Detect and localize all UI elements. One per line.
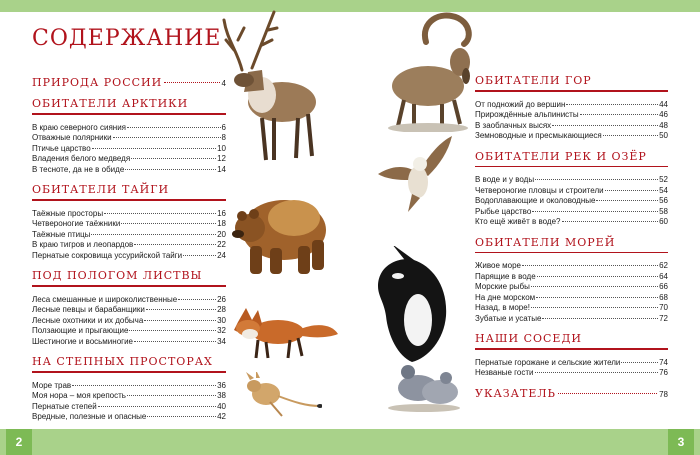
toc-entry[interactable] [32, 305, 226, 316]
dot-leader [596, 200, 658, 201]
section-heading: ОБИТАТЕЛИ РЕК И ОЗЁР [475, 149, 647, 163]
brown-bear-illustration [232, 188, 330, 278]
entry-title: Моя нора – моя крепость [32, 391, 126, 400]
dot-leader [562, 221, 659, 222]
reindeer-illustration [222, 10, 322, 165]
dot-leader [147, 416, 216, 417]
entry-page: 66 [659, 282, 668, 291]
toc-entry[interactable] [475, 303, 668, 314]
dot-leader [125, 169, 216, 170]
entry-page: 20 [217, 229, 226, 239]
toc-section [32, 183, 226, 261]
toc-entry[interactable] [475, 207, 668, 218]
dot-leader [164, 82, 219, 83]
toc-entry[interactable] [32, 219, 226, 230]
toc-entry[interactable] [32, 133, 226, 144]
section-heading-link[interactable] [475, 150, 668, 163]
toc-entry[interactable] [475, 293, 668, 304]
entry-title: Леса смешанные и широколиственные [32, 294, 178, 304]
entry-page: 14 [217, 164, 226, 174]
dot-leader [183, 255, 216, 256]
entry-page: 42 [217, 412, 226, 421]
section-heading: ОБИТАТЕЛИ МОРЕЙ [475, 235, 616, 249]
dot-leader [131, 158, 216, 159]
section-heading: ОБИТАТЕЛИ ГОР [475, 74, 592, 87]
dot-leader [542, 318, 658, 319]
toc-entry[interactable] [32, 144, 226, 155]
dot-leader [531, 286, 658, 287]
toc-entry[interactable] [475, 121, 668, 132]
toc-entry[interactable] [475, 368, 668, 379]
fox-illustration [228, 304, 340, 362]
entry-title: В тесноте, да не в обиде [32, 164, 125, 174]
entry-page: 64 [659, 271, 668, 281]
entry-page: 22 [217, 240, 226, 249]
toc-section [475, 332, 668, 379]
jerboa-illustration [234, 372, 322, 420]
toc-section [32, 269, 226, 347]
toc-entry[interactable] [475, 261, 668, 272]
toc-section [32, 355, 226, 423]
dot-leader [127, 127, 221, 128]
section-heading: УКАЗАТЕЛЬ [475, 386, 556, 400]
toc-entry[interactable] [475, 100, 668, 111]
dot-leader [621, 362, 658, 363]
section-heading-link[interactable] [475, 332, 668, 345]
toc-section [475, 74, 668, 142]
section-heading: ОБИТАТЕЛИ АРКТИКИ [32, 97, 189, 110]
dot-leader [558, 393, 657, 394]
toc-entry[interactable] [475, 272, 668, 283]
heading-underline [32, 285, 226, 287]
entry-page: 40 [217, 401, 226, 411]
entry-title: Лесные певцы и барабанщики [32, 305, 145, 314]
entry-page: 68 [659, 292, 668, 302]
toc-entry[interactable] [475, 217, 668, 228]
pigeons-illustration [384, 358, 466, 414]
page-title: СОДЕРЖАНИЕ [32, 26, 222, 51]
dot-leader [92, 148, 216, 149]
page-number-right: 3 [668, 429, 694, 455]
entry-title: Лесные охотники и их добыча [32, 315, 144, 325]
toc-entry[interactable] [475, 186, 668, 197]
entry-title: Пернатые степей [32, 401, 97, 411]
entry-title: Водоплавающие и околоводные [475, 196, 596, 205]
heading-underline [475, 348, 668, 350]
toc-entry[interactable] [32, 165, 226, 176]
entry-page: 16 [217, 208, 226, 218]
entry-title: Прирождённые альпинисты [475, 110, 579, 119]
toc-entry[interactable] [32, 230, 226, 241]
toc-entry[interactable] [475, 110, 668, 121]
entry-page: 44 [659, 99, 668, 109]
toc-entry[interactable] [32, 337, 226, 348]
entry-page: 52 [659, 175, 668, 184]
osprey-illustration [374, 134, 458, 218]
toc-entry[interactable] [32, 381, 226, 392]
entry-page: 74 [659, 357, 668, 367]
entry-page: 8 [221, 133, 226, 142]
entry-page: 48 [659, 120, 668, 130]
entry-title: Пернатые горожане и сельские жители [475, 357, 621, 367]
entry-title: Четвероногие пловцы и строители [475, 185, 604, 195]
entry-title: Кто ещё живёт в воде? [475, 217, 561, 226]
entry-page: 6 [221, 122, 226, 132]
dot-leader [178, 299, 216, 300]
toc-section [475, 387, 668, 400]
entry-page: 12 [217, 154, 226, 163]
dot-leader [104, 213, 216, 214]
entry-title: Назад, в море! [475, 303, 530, 312]
entry-page: 10 [217, 143, 226, 153]
entry-page: 54 [659, 185, 668, 195]
heading-underline [475, 166, 668, 168]
dot-leader [127, 395, 216, 396]
entry-title: Таёжные птицы [32, 229, 91, 239]
toc-section [475, 150, 668, 228]
entry-page: 60 [659, 217, 668, 226]
heading-underline [32, 113, 226, 115]
toc-section [32, 97, 226, 175]
ibex-illustration [380, 12, 480, 132]
dot-leader [537, 276, 658, 277]
entry-title: Птичье царство [32, 143, 91, 153]
dot-leader [129, 330, 216, 331]
toc-entry[interactable] [32, 316, 226, 327]
section-page: 78 [659, 389, 668, 399]
section-heading-link[interactable] [32, 76, 226, 89]
entry-page: 70 [659, 303, 668, 312]
entry-page: 50 [659, 131, 668, 140]
toc-entry[interactable] [475, 358, 668, 369]
dot-leader [98, 406, 216, 407]
entry-page: 30 [217, 315, 226, 325]
section-page: 4 [221, 79, 226, 88]
orca-illustration [368, 246, 454, 364]
section-heading-link[interactable] [475, 236, 668, 249]
entry-title: Отважные полярники [32, 133, 112, 142]
top-green-band [0, 0, 700, 12]
entry-title: В воде и у воды [475, 175, 535, 184]
toc-entry[interactable] [32, 251, 226, 262]
heading-underline [32, 199, 226, 201]
dot-leader [552, 125, 658, 126]
bottom-green-band [0, 429, 700, 455]
entry-title: Живое море [475, 261, 521, 270]
section-heading: НАШИ СОСЕДИ [475, 332, 582, 345]
entry-page: 56 [659, 196, 668, 205]
section-heading-link[interactable] [475, 387, 668, 400]
dot-leader [532, 211, 658, 212]
heading-underline [475, 252, 668, 254]
entry-title: Парящие в воде [475, 271, 536, 281]
toc-entry[interactable] [32, 391, 226, 402]
dot-leader [603, 135, 658, 136]
toc-entry[interactable] [475, 196, 668, 207]
entry-title: Пернатые сокровища уссурийской тайги [32, 250, 183, 260]
toc-right-column [475, 74, 668, 408]
dot-leader [522, 265, 658, 266]
entry-page: 24 [217, 250, 226, 260]
toc-entry[interactable] [32, 123, 226, 134]
entry-title: В краю северного сияния [32, 122, 126, 132]
entry-title: Ползающие и прыгающие [32, 326, 129, 335]
entry-page: 58 [659, 206, 668, 216]
section-heading: ОБИТАТЕЛИ ТАЙГИ [32, 183, 170, 196]
entry-page: 28 [217, 305, 226, 314]
entry-title: От подножий до вершин [475, 99, 566, 109]
toc-entry[interactable] [32, 295, 226, 306]
toc-entry[interactable] [32, 402, 226, 413]
entry-page: 26 [217, 294, 226, 304]
toc-entry[interactable] [475, 314, 668, 325]
section-heading-link[interactable] [32, 97, 226, 110]
toc-section [475, 236, 668, 325]
entry-page: 38 [217, 391, 226, 400]
toc-section [32, 76, 226, 89]
section-heading-link[interactable] [475, 74, 668, 87]
entry-title: Рыбье царство [475, 206, 532, 216]
dot-leader [531, 307, 658, 308]
section-heading-link[interactable] [32, 269, 226, 282]
entry-title: Морские рыбы [475, 282, 530, 291]
dot-leader [535, 372, 659, 373]
toc-entry[interactable] [32, 412, 226, 423]
dot-leader [536, 297, 658, 298]
heading-underline [475, 90, 668, 92]
section-heading: НА СТЕПНЫХ ПРОСТОРАХ [32, 355, 213, 368]
dot-leader [72, 385, 216, 386]
entry-title: В заоблачных высях [475, 120, 552, 130]
dot-leader [134, 244, 216, 245]
toc-entry[interactable] [32, 326, 226, 337]
toc-entry[interactable] [32, 240, 226, 251]
entry-title: Таёжные просторы [32, 208, 104, 218]
dot-leader [134, 341, 216, 342]
entry-title: На дне морском [475, 292, 536, 302]
page-number-left: 2 [6, 429, 32, 455]
entry-title: Вредные, полезные и опасные [32, 412, 147, 421]
entry-page: 32 [217, 326, 226, 335]
dot-leader [605, 190, 659, 191]
dot-leader [146, 309, 216, 310]
entry-title: Шестиногие и восьминогие [32, 336, 133, 346]
entry-page: 34 [217, 336, 226, 346]
entry-page: 72 [659, 313, 668, 323]
dot-leader [121, 223, 216, 224]
entry-page: 76 [659, 368, 668, 377]
dot-leader [566, 104, 658, 105]
dot-leader [580, 114, 659, 115]
toc-entry[interactable] [475, 175, 668, 186]
toc-entry[interactable] [475, 282, 668, 293]
section-heading: ПРИРОДА РОССИИ [32, 76, 163, 89]
toc-left-column [32, 76, 226, 431]
dot-leader [535, 179, 658, 180]
section-heading: ПОД ПОЛОГОМ ЛИСТВЫ [32, 269, 203, 282]
section-heading-link[interactable] [32, 355, 226, 368]
entry-title: Незваные гости [475, 368, 534, 377]
dot-leader [91, 234, 216, 235]
entry-title: Владения белого медведя [32, 154, 131, 163]
entry-page: 36 [217, 380, 226, 390]
entry-page: 46 [659, 110, 668, 119]
entry-page: 62 [659, 261, 668, 270]
toc-entry[interactable] [32, 209, 226, 220]
section-heading-link[interactable] [32, 183, 226, 196]
entry-title: Земноводные и пресмыкающиеся [475, 131, 602, 140]
heading-underline [32, 371, 226, 373]
entry-page: 18 [217, 219, 226, 228]
toc-entry[interactable] [475, 131, 668, 142]
entry-title: Море трав [32, 380, 72, 390]
entry-title: В краю тигров и леопардов [32, 240, 134, 249]
dot-leader [144, 320, 216, 321]
entry-title: Зубатые и усатые [475, 313, 542, 323]
entry-title: Четвероногие таёжники [32, 219, 121, 228]
toc-entry[interactable] [32, 154, 226, 165]
dot-leader [113, 137, 221, 138]
